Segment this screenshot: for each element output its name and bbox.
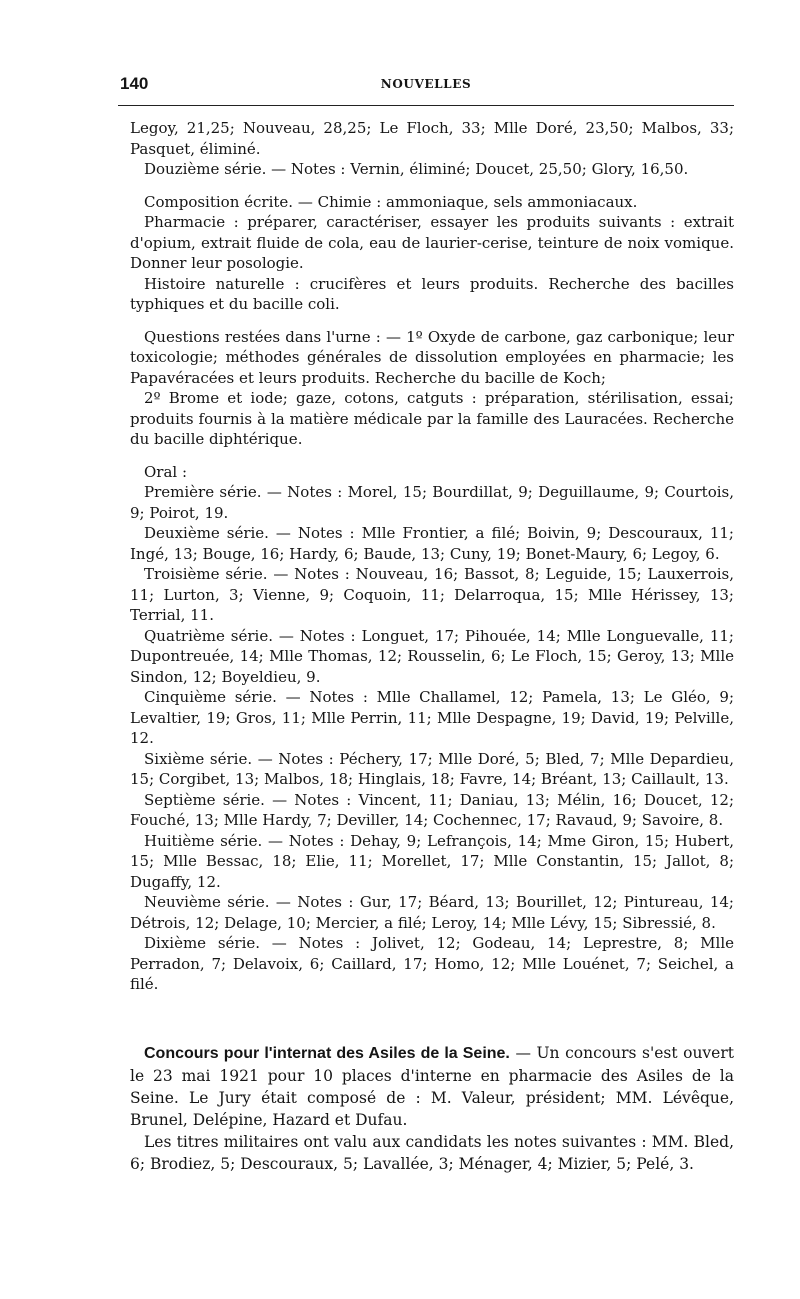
results-text [130,118,734,995]
text-paragraph: Cinquième série. — Notes : Mlle Challamel, 12; Pamela, 13; Le Gléo, 9; Levaltier, 19; Gros, 11; Mlle Perrin, 11; Mlle Despagne, 19; David, 19; Pelville, 12. [130,688,734,747]
text-paragraph: Troisième série. — Notes : Nouveau, 16; Bassot, 8; Leguide, 15; Lauxerrois, 11; Lurton, 3; Vienne, 9; Coquoin, 11; Delarroqua, 15; Mlle Hérissey, 13; Terrial, 11. [130,565,734,624]
text-paragraph: Deuxième série. — Notes : Mlle Frontier, a filé; Boivin, 9; Descouraux, 11; Ingé, 13; Bouge, 16; Hardy, 6; Baude, 13; Cuny, 19; Bonet-Maury, 6; Legoy, 6. [130,524,734,563]
text-paragraph: Composition écrite. — Chimie : ammoniaque, sels ammoniacaux. [144,192,638,211]
concours-section [130,1042,734,1175]
text-paragraph: Neuvième série. — Notes : Gur, 17; Béard, 13; Bourillet, 12; Pintureau, 14; Détrois, 12; Delage, 10; Mercier, a filé; Leroy, 14; Mlle Lévy, 15; Sibressié, 8. [130,893,734,932]
concours-intro: — Un concours s'est ouvert le 23 mai 1921 pour 10 places d'interne en pharmacie des Asiles de la Seine. Le Jury était composé de : M. Valeur, président; MM. Lévêque, Brunel, Delépine, Hazard et Dufau. [130,1044,734,1129]
text-paragraph: Questions restées dans l'urne : — 1º Oxyde de carbone, gaz carbonique; leur toxicologie; méthodes générales de dissolution employées en pharmacie; les Papavéracées et leurs produits. Recherche du bacille de Koch; [130,327,734,387]
page-number: 140 [120,74,149,93]
text-paragraph: 2º Brome et iode; gaze, cotons, catguts : préparation, stérilisation, essai; produits fournis à la matière médicale par la famille des Lauracées. Recherche du bacille diphtérique. [130,389,734,448]
concours-paragraph [130,1042,734,1131]
text-paragraph: Quatrième série. — Notes : Longuet, 17; Pihouée, 14; Mlle Longuevalle, 11; Dupontreuée, 14; Mlle Thomas, 12; Rousselin, 6; Le Floch, 15; Geroy, 13; Mlle Sindon, 12; Boyeldieu, 9. [130,626,734,686]
text-paragraph: Dixième série. — Notes : Jolivet, 12; Godeau, 14; Leprestre, 8; Mlle Perradon, 7; Delavoix, 6; Caillard, 17; Homo, 12; Mlle Louénet, 7; Seichel, a filé. [130,934,734,993]
text-paragraph: Huitième série. — Notes : Dehay, 9; Lefrançois, 14; Mme Giron, 15; Hubert, 15; Mlle Bessac, 18; Elie, 11; Morellet, 17; Mlle Constantin, 15; Jallot, 8; Dugaffy, 12. [130,831,734,891]
text-paragraph: Legoy, 21,25; Nouveau, 28,25; Le Floch, 33; Mlle Doré, 23,50; Malbos, 33; Pasquet, éliminé. [130,119,734,158]
header-rule [118,105,734,106]
text-paragraph: Pharmacie : préparer, caractériser, essayer les produits suivants : extrait d'opium, extrait fluide de cola, eau de laurier-cerise, teinture de noix vomique. Donner leur posologie. [130,213,734,272]
page-header [118,74,734,98]
running-title: NOUVELLES [380,77,472,91]
concours-title: Concours pour l'internat des Asiles de la Seine. [144,1045,510,1062]
text-paragraph: Douzième série. — Notes : Vernin, éliminé; Doucet, 25,50; Glory, 16,50. [144,160,689,178]
paragraph-gap [130,180,734,192]
text-paragraph: Histoire naturelle : crucifères et leurs produits. Recherche des bacilles typhiques et du bacille coli. [130,274,734,313]
paragraph-gap [130,450,734,462]
text-paragraph: Oral : [144,462,188,481]
paragraph-gap [130,315,734,327]
text-paragraph: Septième série. — Notes : Vincent, 11; Daniau, 13; Mélin, 16; Doucet, 12; Fouché, 13; Mlle Hardy, 7; Deviller, 14; Cochennec, 17; Ravaud, 9; Savoire, 8. [130,790,734,829]
text-paragraph: Première série. — Notes : Morel, 15; Bourdillat, 9; Deguillaume, 9; Courtois, 9; Poirot, 19. [130,483,734,522]
concours-notes: Les titres militaires ont valu aux candidats les notes suivantes : MM. Bled, 6; Brodiez, 5; Descouraux, 5; Lavallée, 3; Ménager, 4; Mizier, 5; Pelé, 3. [130,1133,734,1173]
text-paragraph: Sixième série. — Notes : Péchery, 17; Mlle Doré, 5; Bled, 7; Mlle Depardieu, 15; Corgibet, 13; Malbos, 18; Hinglais, 18; Favre, 14; Bréant, 13; Caillault, 13. [130,749,734,788]
